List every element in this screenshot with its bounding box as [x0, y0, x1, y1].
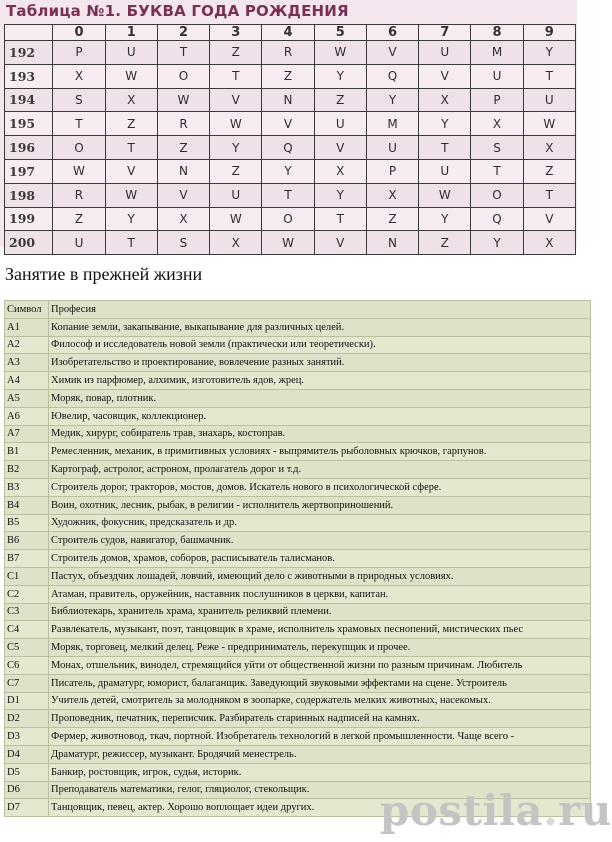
- year-letter-cell: T: [471, 159, 523, 183]
- year-letter-cell: Z: [366, 207, 418, 231]
- symbol-cell: A3: [5, 354, 49, 372]
- year-letter-cell: X: [471, 112, 523, 136]
- birth-year-row: [5, 41, 576, 65]
- year-letter-cell: U: [419, 159, 471, 183]
- year-letter-cell: T: [419, 136, 471, 160]
- symbol-cell: C4: [5, 621, 49, 639]
- profession-row: [5, 372, 591, 390]
- year-letter-cell: Y: [419, 207, 471, 231]
- profession-row: [5, 514, 591, 532]
- year-letter-cell: N: [366, 231, 418, 255]
- year-letter-cell: Y: [262, 159, 314, 183]
- year-letter-cell: O: [53, 136, 105, 160]
- decade-label: 200: [5, 231, 53, 255]
- year-letter-cell: V: [366, 41, 418, 65]
- year-letter-cell: U: [53, 231, 105, 255]
- profession-cell: Писатель, драматург, юморист, балаганщик. Заведующий звуковыми эффектами на сцене. Устроитель: [49, 674, 591, 692]
- symbol-cell: D4: [5, 745, 49, 763]
- year-letter-cell: N: [262, 88, 314, 112]
- profession-row: [5, 550, 591, 568]
- year-letter-cell: Y: [210, 136, 262, 160]
- year-letter-cell: Q: [262, 136, 314, 160]
- year-letter-cell: T: [523, 183, 575, 207]
- profession-row: [5, 336, 591, 354]
- year-letter-cell: N: [157, 159, 209, 183]
- profession-row: [5, 639, 591, 657]
- decade-label: 194: [5, 88, 53, 112]
- profession-cell: Медик, хирург, собиратель трав, знахарь, костоправ.: [49, 425, 591, 443]
- birth-year-row: [5, 112, 576, 136]
- year-letter-cell: O: [157, 64, 209, 88]
- birth-year-row: [5, 207, 576, 231]
- profession-row: [5, 354, 591, 372]
- year-letter-cell: S: [157, 231, 209, 255]
- profession-cell: Драматург, режиссер, музыкант. Бродячий менестрель.: [49, 745, 591, 763]
- year-letter-cell: X: [314, 159, 366, 183]
- symbol-cell: B3: [5, 478, 49, 496]
- profession-table: [4, 300, 591, 817]
- year-letter-cell: T: [105, 231, 157, 255]
- birth-year-row: [5, 159, 576, 183]
- year-letter-cell: M: [366, 112, 418, 136]
- profession-row: [5, 407, 591, 425]
- profession-row: [5, 425, 591, 443]
- profession-cell: Пастух, объездчик лошадей, ловчий, имеющий дело с животными в природных условиях.: [49, 567, 591, 585]
- birth-year-row: [5, 136, 576, 160]
- year-letter-cell: T: [523, 64, 575, 88]
- year-letter-cell: T: [53, 112, 105, 136]
- profession-cell: Атаман, правитель, оружейник, наставник послушников в церкви, капитан.: [49, 585, 591, 603]
- profession-cell: Библиотекарь, хранитель храма, хранитель реликвий племени.: [49, 603, 591, 621]
- symbol-cell: B7: [5, 550, 49, 568]
- year-letter-cell: Y: [105, 207, 157, 231]
- profession-cell: Копание земли, закапывание, выкапывание для различных целей.: [49, 318, 591, 336]
- profession-cell: Строитель домов, храмов, соборов, расписыватель талисманов.: [49, 550, 591, 568]
- profession-row: [5, 478, 591, 496]
- year-letter-cell: T: [105, 136, 157, 160]
- symbol-cell: A7: [5, 425, 49, 443]
- profession-cell: Развлекатель, музыкант, поэт, танцовщик в храме, исполнитель храмовых песнопений, мистических пьес: [49, 621, 591, 639]
- year-letter-cell: R: [53, 183, 105, 207]
- symbol-cell: A5: [5, 389, 49, 407]
- year-letter-cell: U: [419, 41, 471, 65]
- profession-cell: Танцовщик, певец, актер. Хорошо воплощает идеи других.: [49, 799, 591, 817]
- year-letter-cell: V: [157, 183, 209, 207]
- year-letter-cell: V: [419, 64, 471, 88]
- year-letter-cell: M: [471, 41, 523, 65]
- column-digit-header: 3: [210, 25, 262, 41]
- profession-row: [5, 461, 591, 479]
- year-letter-cell: X: [366, 183, 418, 207]
- profession-cell: Учитель детей, смотритель за молодняком в зоопарке, содержатель мелких животных, насекомых.: [49, 692, 591, 710]
- year-letter-cell: W: [210, 112, 262, 136]
- year-letter-cell: Y: [471, 231, 523, 255]
- symbol-cell: D6: [5, 781, 49, 799]
- year-letter-cell: R: [157, 112, 209, 136]
- profession-cell: Строитель дорог, тракторов, мостов, домов. Искатель нового в психологической сфере.: [49, 478, 591, 496]
- symbol-cell: A1: [5, 318, 49, 336]
- profession-row: [5, 710, 591, 728]
- year-letter-cell: Z: [53, 207, 105, 231]
- profession-cell: Воин, охотник, лесник, рыбак, в религии - исполнитель жертвоприношений.: [49, 496, 591, 514]
- year-letter-cell: Q: [471, 207, 523, 231]
- profession-row: [5, 621, 591, 639]
- year-letter-cell: W: [157, 88, 209, 112]
- profession-row: [5, 692, 591, 710]
- profession-cell: Преподаватель математики, гелог, гляциолог, стекольщик.: [49, 781, 591, 799]
- profession-cell: Ремесленник, механик, в примитивных условиях - выпрямитель рыболовных крючков, гарпунов.: [49, 443, 591, 461]
- year-letter-cell: X: [523, 136, 575, 160]
- year-letter-cell: Y: [314, 183, 366, 207]
- year-letter-cell: Z: [105, 112, 157, 136]
- column-digit-header: 8: [471, 25, 523, 41]
- profession-cell: Картограф, астролог, астроном, пролагатель дорог и т.д.: [49, 461, 591, 479]
- profession-row: [5, 603, 591, 621]
- symbol-cell: B6: [5, 532, 49, 550]
- profession-row: [5, 656, 591, 674]
- symbol-cell: D2: [5, 710, 49, 728]
- year-letter-cell: Z: [157, 136, 209, 160]
- year-letter-cell: X: [157, 207, 209, 231]
- year-letter-cell: Z: [523, 159, 575, 183]
- column-digit-header: 4: [262, 25, 314, 41]
- year-letter-cell: P: [471, 88, 523, 112]
- year-letter-cell: P: [366, 159, 418, 183]
- header-symbol: Символ: [5, 301, 49, 319]
- symbol-cell: C7: [5, 674, 49, 692]
- header-profession: Професия: [49, 301, 591, 319]
- symbol-cell: B4: [5, 496, 49, 514]
- profession-cell: Философ и исследователь новой земли (практически или теоретически).: [49, 336, 591, 354]
- year-letter-cell: Y: [314, 64, 366, 88]
- symbol-cell: B5: [5, 514, 49, 532]
- symbol-cell: C2: [5, 585, 49, 603]
- profession-cell: Моряк, торговец, мелкий делец. Реже - предприниматель, перекупщик и прочее.: [49, 639, 591, 657]
- symbol-cell: A2: [5, 336, 49, 354]
- profession-row: [5, 318, 591, 336]
- year-letter-cell: P: [53, 41, 105, 65]
- year-letter-cell: V: [262, 112, 314, 136]
- symbol-cell: A6: [5, 407, 49, 425]
- year-letter-cell: V: [314, 136, 366, 160]
- year-letter-cell: Z: [262, 64, 314, 88]
- column-digit-header: 5: [314, 25, 366, 41]
- year-letter-cell: Y: [366, 88, 418, 112]
- symbol-cell: D3: [5, 728, 49, 746]
- year-letter-cell: Z: [210, 159, 262, 183]
- year-letter-cell: Z: [314, 88, 366, 112]
- year-letter-cell: X: [53, 64, 105, 88]
- year-letter-cell: V: [210, 88, 262, 112]
- birth-year-row: [5, 64, 576, 88]
- decade-label: 199: [5, 207, 53, 231]
- year-letter-cell: Y: [523, 41, 575, 65]
- profession-cell: Моряк, повар, плотник.: [49, 389, 591, 407]
- profession-row: [5, 745, 591, 763]
- symbol-cell: C5: [5, 639, 49, 657]
- year-letter-cell: V: [523, 207, 575, 231]
- profession-row: [5, 389, 591, 407]
- year-letter-cell: T: [262, 183, 314, 207]
- profession-row: [5, 674, 591, 692]
- profession-cell: Проповедник, печатник, переписчик. Разбиратель старинных надписей на камнях.: [49, 710, 591, 728]
- year-letter-cell: W: [53, 159, 105, 183]
- year-letter-cell: U: [366, 136, 418, 160]
- profession-row: [5, 763, 591, 781]
- symbol-cell: B2: [5, 461, 49, 479]
- year-letter-cell: U: [314, 112, 366, 136]
- symbol-cell: D1: [5, 692, 49, 710]
- year-letter-cell: W: [105, 64, 157, 88]
- year-letter-cell: T: [157, 41, 209, 65]
- header-corner: [5, 25, 53, 41]
- year-letter-cell: T: [314, 207, 366, 231]
- column-digit-header: 2: [157, 25, 209, 41]
- column-digit-header: 9: [523, 25, 575, 41]
- year-letter-cell: S: [471, 136, 523, 160]
- year-letter-cell: V: [314, 231, 366, 255]
- year-letter-cell: X: [419, 88, 471, 112]
- profession-cell: Художник, фокусник, предсказатель и др.: [49, 514, 591, 532]
- column-digit-header: 7: [419, 25, 471, 41]
- profession-row: [5, 532, 591, 550]
- year-letter-cell: Z: [210, 41, 262, 65]
- year-letter-cell: X: [523, 231, 575, 255]
- year-letter-cell: Y: [419, 112, 471, 136]
- profession-row: [5, 443, 591, 461]
- year-letter-cell: W: [523, 112, 575, 136]
- birth-year-table-panel: [0, 0, 577, 251]
- symbol-cell: D5: [5, 763, 49, 781]
- symbol-cell: C6: [5, 656, 49, 674]
- year-letter-cell: X: [105, 88, 157, 112]
- profession-cell: Монах, отшельник, винодел, стремящийся уйти от общественной жизни по разным причинам. Любитель: [49, 656, 591, 674]
- year-letter-cell: W: [105, 183, 157, 207]
- birth-year-row: [5, 183, 576, 207]
- profession-row: [5, 567, 591, 585]
- decade-label: 196: [5, 136, 53, 160]
- birth-year-table-title: Таблица №1. БУКВА ГОДА РОЖДЕНИЯ: [6, 2, 349, 20]
- symbol-cell: B1: [5, 443, 49, 461]
- year-letter-cell: V: [105, 159, 157, 183]
- profession-cell: Изобретательство и проектирование, вовлечение разных занятий.: [49, 354, 591, 372]
- symbol-cell: C1: [5, 567, 49, 585]
- decade-label: 197: [5, 159, 53, 183]
- symbol-cell: D7: [5, 799, 49, 817]
- column-digit-header: 6: [366, 25, 418, 41]
- symbol-cell: A4: [5, 372, 49, 390]
- year-letter-cell: U: [471, 64, 523, 88]
- decade-label: 195: [5, 112, 53, 136]
- year-letter-cell: W: [210, 207, 262, 231]
- year-letter-cell: R: [262, 41, 314, 65]
- profession-cell: Химик из парфюмер, алхимик, изготовитель ядов, жрец.: [49, 372, 591, 390]
- birth-year-table: [4, 24, 576, 255]
- year-letter-cell: W: [314, 41, 366, 65]
- birth-year-header-row: [5, 25, 576, 41]
- profession-row: [5, 496, 591, 514]
- year-letter-cell: Q: [366, 64, 418, 88]
- section-title: Занятие в прежней жизни: [5, 264, 203, 284]
- decade-label: 192: [5, 41, 53, 65]
- symbol-cell: C3: [5, 603, 49, 621]
- year-letter-cell: O: [262, 207, 314, 231]
- year-letter-cell: Z: [419, 231, 471, 255]
- profession-cell: Ювелир, часовщик, коллекционер.: [49, 407, 591, 425]
- profession-cell: Строитель судов, навигатор, башмачник.: [49, 532, 591, 550]
- year-letter-cell: O: [471, 183, 523, 207]
- decade-label: 193: [5, 64, 53, 88]
- year-letter-cell: U: [210, 183, 262, 207]
- decade-label: 198: [5, 183, 53, 207]
- year-letter-cell: T: [210, 64, 262, 88]
- birth-year-row: [5, 88, 576, 112]
- column-digit-header: 0: [53, 25, 105, 41]
- column-digit-header: 1: [105, 25, 157, 41]
- year-letter-cell: U: [523, 88, 575, 112]
- year-letter-cell: X: [210, 231, 262, 255]
- profession-row: [5, 728, 591, 746]
- profession-table-header: [5, 301, 591, 319]
- year-letter-cell: U: [105, 41, 157, 65]
- year-letter-cell: W: [262, 231, 314, 255]
- postila-watermark: postila.ru: [380, 786, 612, 835]
- birth-year-row: [5, 231, 576, 255]
- profession-row: [5, 585, 591, 603]
- year-letter-cell: W: [419, 183, 471, 207]
- profession-cell: Фермер, животновод, ткач, портной. Изобретатель технологий в легкой промышленности. Чаще всего -: [49, 728, 591, 746]
- profession-cell: Банкир, ростовщик, игрок, судья, историк.: [49, 763, 591, 781]
- year-letter-cell: S: [53, 88, 105, 112]
